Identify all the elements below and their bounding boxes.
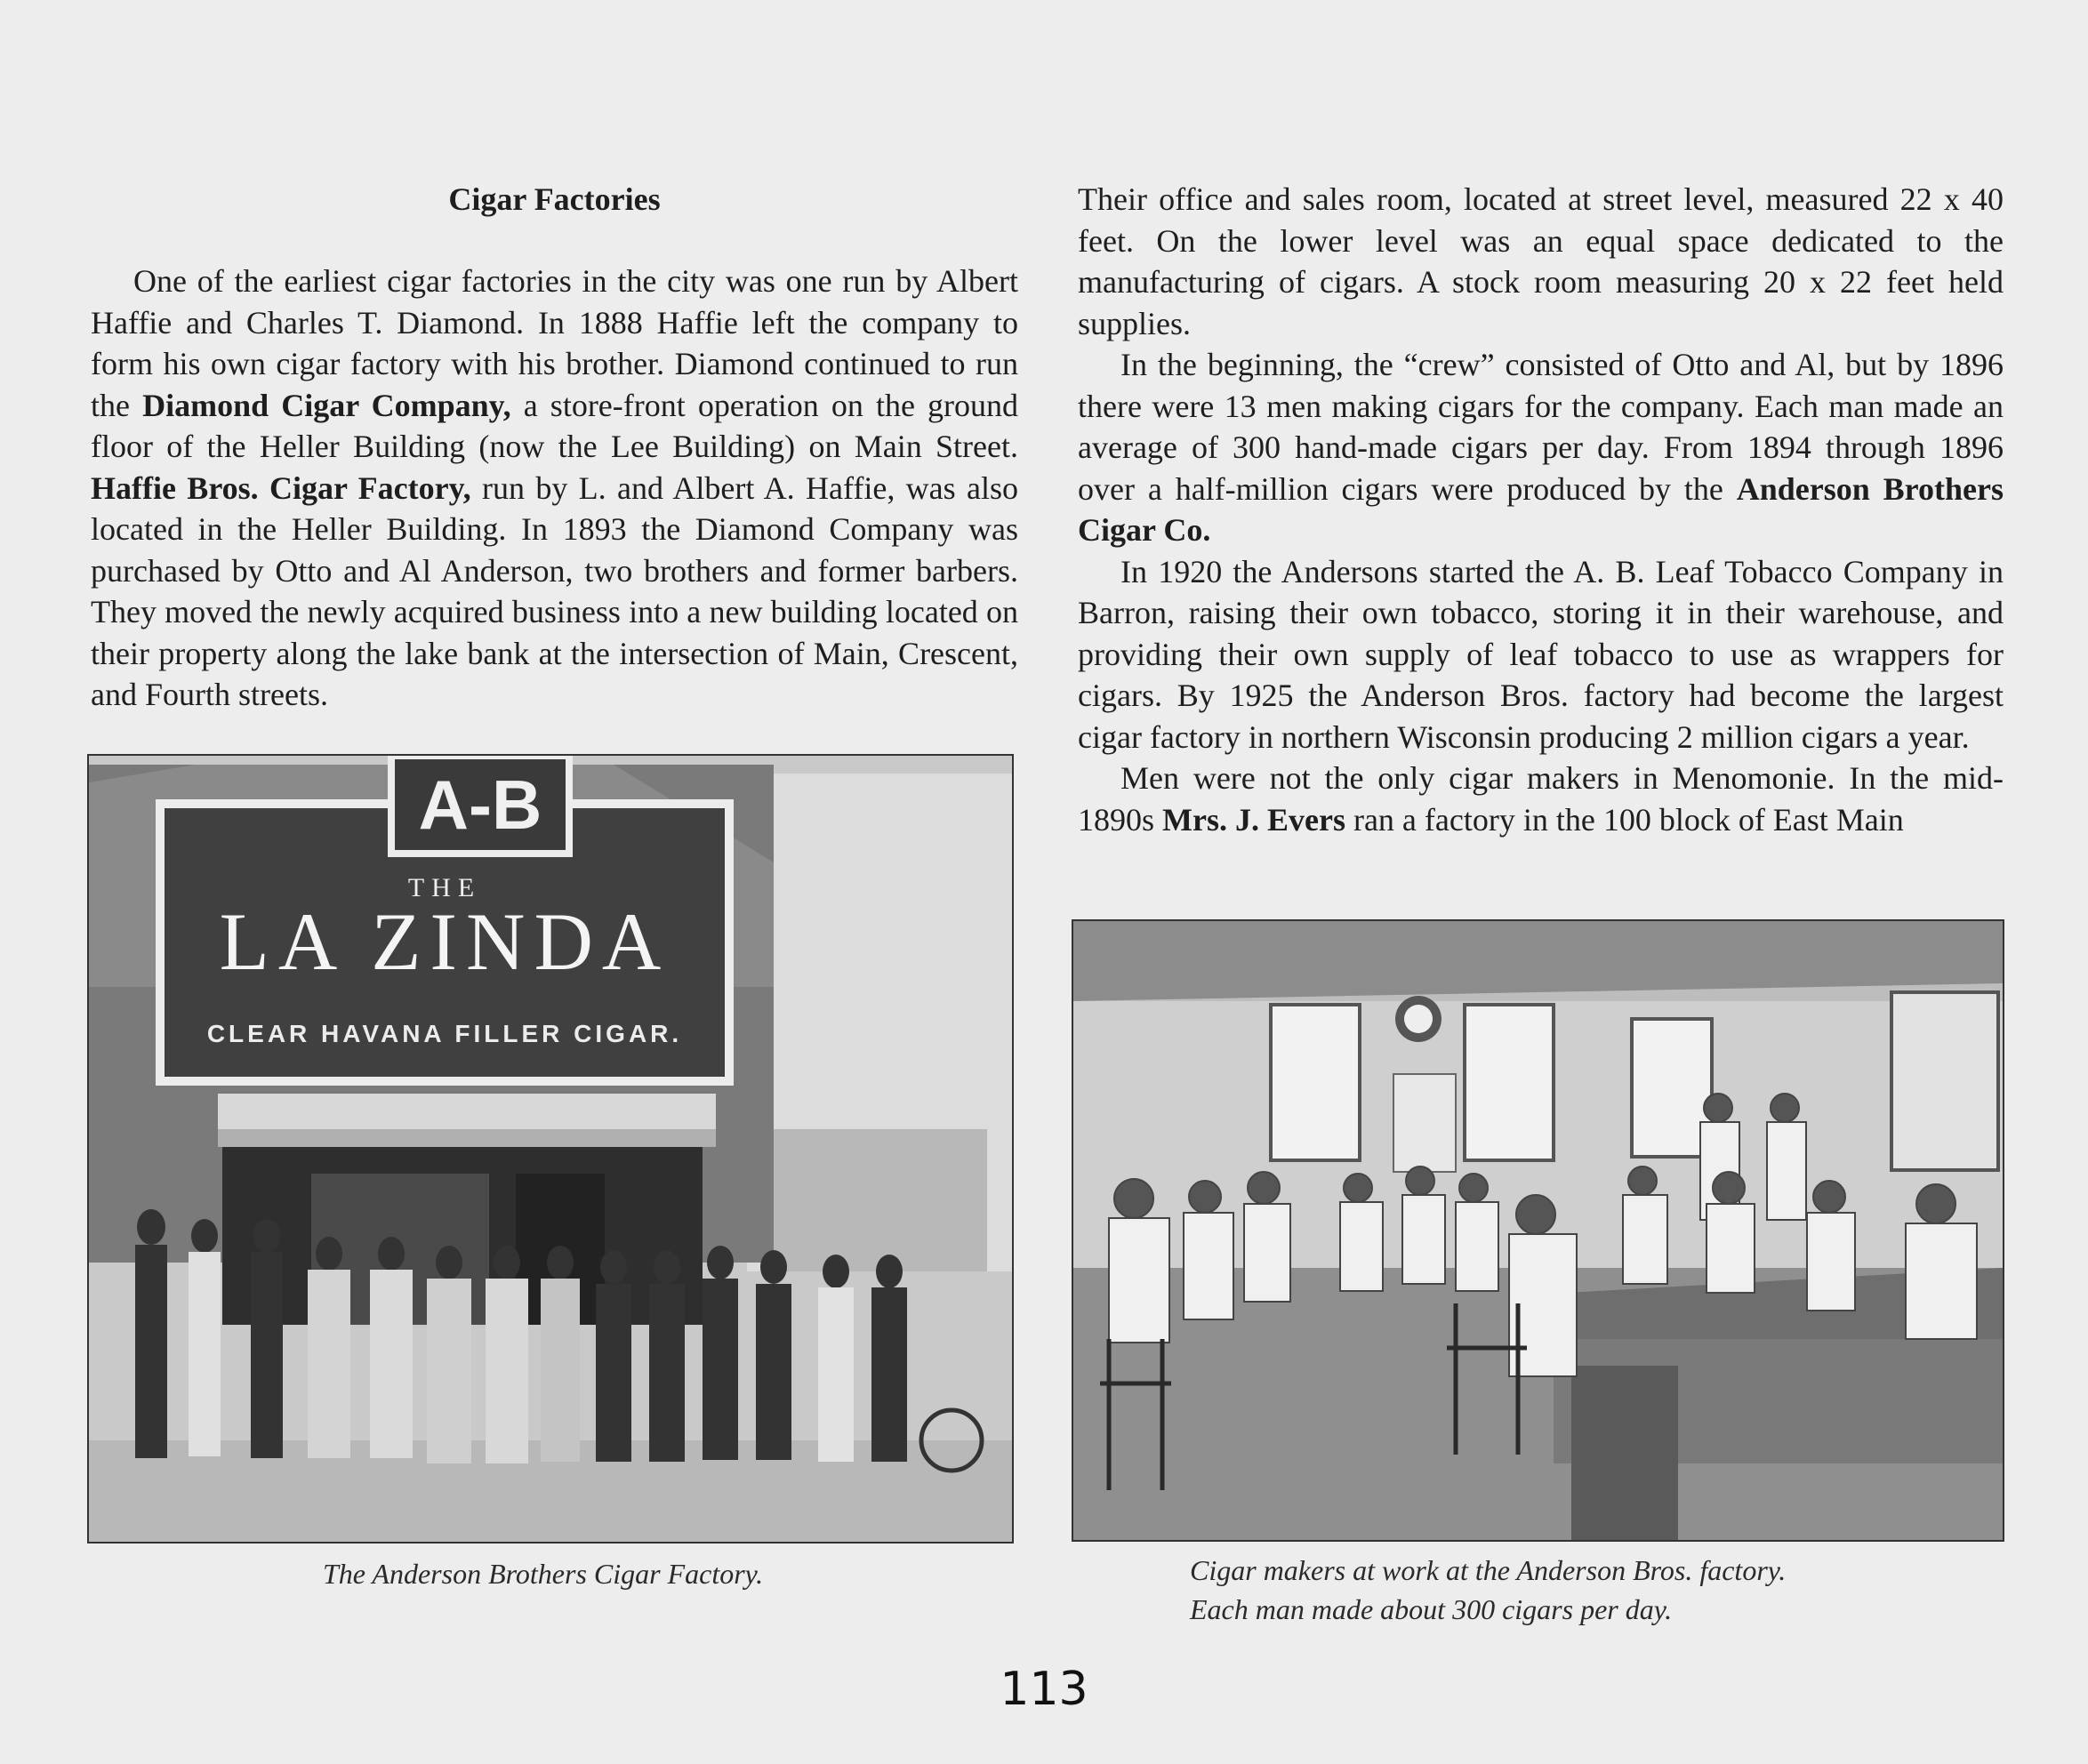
caption-line-2: Each man made about 300 cigars per day.: [1190, 1593, 1673, 1625]
interior-caption: [1190, 1551, 1786, 1629]
right-column: [1078, 179, 2004, 840]
interior-photo: [1072, 919, 2004, 1542]
bold-name: Mrs. J. Evers: [1162, 801, 1345, 838]
bold-name: Haffie Bros. Cigar Factory,: [91, 469, 471, 506]
section-heading: Cigar Factories: [448, 181, 661, 217]
text: Men were not the only cigar makers in Menomonie. In the mid-1890s: [1078, 760, 2004, 838]
storefront-illustration: [89, 756, 1012, 1542]
bold-name: Anderson Brothers Cigar Co.: [1078, 470, 2004, 548]
paragraph-1: [91, 261, 1018, 716]
paragraph-2: [1078, 344, 2004, 551]
text: One of the earliest cigar factories in the city was one run by Albert Haffie and Charles T. Diamond. In 1888 Haffie left the company to form his own cigar factory with his brother. Diamond continued to run the: [91, 263, 1018, 423]
text: run by L. and Albert A. Haffie, was also located in the Heller Building. In 1893 the Diamond Company was purchased by Otto and Al Anderson, two brothers and former barbers. They moved the newly acquired business into a new building located on their property along the lake bank at the intersection of Main, Crescent, and Fourth streets.: [91, 469, 1018, 712]
left-column: [91, 179, 1018, 716]
storefront-photo: [87, 754, 1014, 1544]
sign-sub-text: CLEAR HAVANA FILLER CIGAR.: [206, 1020, 683, 1047]
bold-name: Diamond Cigar Company,: [142, 387, 511, 423]
cigar-makers-illustration: [1073, 921, 2003, 1540]
paragraph-4: [1078, 758, 2004, 840]
sign-ab-text: A-B: [418, 766, 542, 844]
sign-lazinda-text: LA ZINDA: [219, 896, 671, 987]
text: a store-front operation on the ground floor of the Heller Building (now the Lee Building) on Main Street.: [91, 387, 1019, 464]
caption-line-1: Cigar makers at work at the Anderson Bros. factory.: [1190, 1554, 1787, 1586]
page-number: 113: [1000, 1663, 1088, 1716]
sign-the-text: THE: [407, 873, 482, 902]
storefront-caption: The Anderson Brothers Cigar Factory.: [323, 1558, 764, 1590]
text: In the beginning, the “crew” consisted of Otto and Al, but by 1896 there were 13 men making cigars for the company. Each man made an average of 300 hand-made cigars per day. From 1894 through 1896 over a half-million cigars were produced by the: [1078, 347, 2004, 507]
text: ran a factory in the 100 block of East Main: [1345, 801, 1904, 838]
paragraph-3: In 1920 the Andersons started the A. B. Leaf Tobacco Company in Barron, raising their own tobacco, storing it in their warehouse, and providing their own supply of leaf tobacco to use as wrappers for cigars. By 1925 the Anderson Bros. factory had become the largest cigar factory in northern Wisconsin producing 2 million cigars a year.: [1078, 553, 2004, 755]
paragraph-1: Their office and sales room, located at street level, measured 22 x 40 feet. On the lower level was an equal space dedicated to the manufacturing of cigars. A stock room measuring 20 x 22 feet held supplies.: [1078, 181, 2004, 341]
